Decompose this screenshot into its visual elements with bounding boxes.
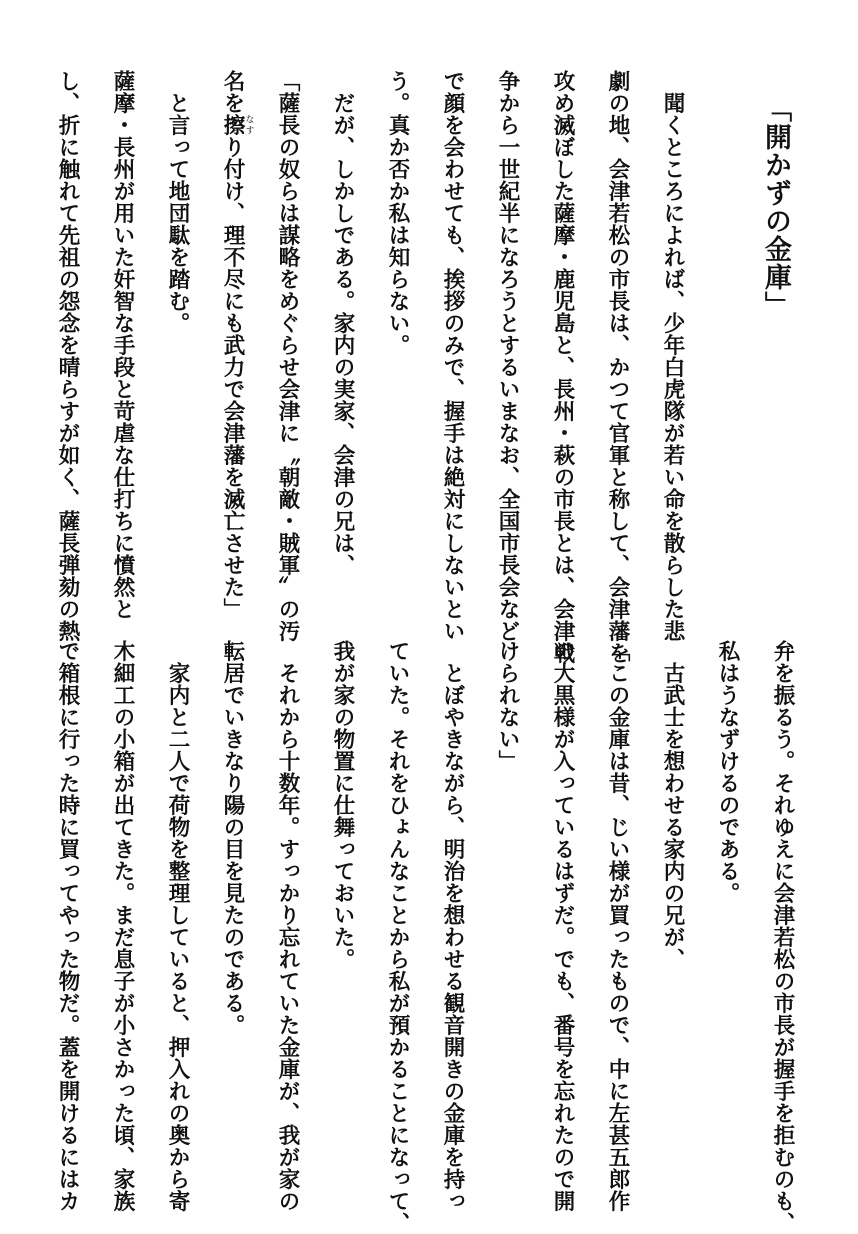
text-line: 弁を振るう。それゆえに会津若松の市長が握手を拒むのも、	[770, 640, 795, 1234]
text-line: とぼやきながら、明治を想わせる観音開きの金庫を持っ	[440, 661, 465, 1212]
text-line: 薩摩・長州が用いた奸智な手段と苛虐な仕打ちに憤然と	[110, 70, 135, 620]
essay-title: 「開かずの金庫」	[760, 95, 791, 319]
text-line: 木細工の小箱が出てきた。まだ息子が小さかった頃、家族	[110, 640, 135, 1212]
text-line: 古武士を想わせる家内の兄が、	[660, 661, 685, 970]
text-line: 劇の地、会津若松の市長は、かつて官軍と称して、会津藩を	[605, 70, 630, 664]
text-line: 争から一世紀半になろうとするいまなお、全国市長会など	[495, 70, 520, 642]
ruby-reading: なす	[243, 114, 254, 136]
bottom-text-block	[55, 640, 810, 1234]
text-line: それから十数年。すっかり忘れていた金庫が、我が家の	[275, 661, 300, 1212]
ruby-line-after: り付け、理不尽にも武力で会津藩を滅亡させた」	[220, 136, 245, 620]
text-line: 家内と二人で荷物を整理していると、押入れの奥から寄	[165, 661, 190, 1212]
text-line: ていた。それをひょんなことから私が預かることになって、	[385, 640, 410, 1234]
text-line: だが、しかしである。家内の実家、会津の兄は、	[330, 91, 355, 576]
text-line: 聞くところによれば、少年白虎隊が若い命を散らした悲	[660, 91, 685, 642]
text-line: 我が家の物置に仕舞っておいた。	[330, 640, 355, 970]
text-line: う。真か否か私は知らない。	[385, 70, 410, 356]
text-line: し、折に触れて先祖の怨念を晴らすが如く、薩長弾劾の熱	[55, 70, 80, 642]
ruby-annotation	[220, 114, 254, 136]
text-line: の大黒様が入っているはずだ。でも、番号を忘れたので開	[550, 640, 575, 1212]
text-line: と言って地団駄を踏む。	[165, 91, 190, 334]
ruby-line-before: 名を	[220, 70, 245, 114]
text-line: 攻め滅ぼした薩摩・鹿児島と、長州・萩の市長とは、会津戦	[550, 70, 575, 664]
text-line: 転居でいきなり陽の目を見たのである。	[220, 640, 245, 1036]
text-line: 私はうなずけるのである。	[715, 640, 740, 904]
text-line: けられない」	[495, 640, 520, 772]
text-line: 「薩長の奴らは謀略をめぐらせ会津に〝朝敵・賊軍〟の汚	[275, 70, 300, 642]
text-line-with-ruby	[205, 70, 260, 620]
text-line: で顔を会わせても、挨拶のみで、握手は絶対にしないとい	[440, 70, 465, 642]
top-text-block	[55, 70, 700, 664]
ruby-base: 擦	[220, 114, 245, 136]
text-line: 「この金庫は昔、じい様が買ったもので、中に左甚五郎作	[605, 640, 630, 1212]
text-line: で箱根に行った時に買ってやった物だ。蓋を開けるにはカ	[55, 640, 80, 1212]
